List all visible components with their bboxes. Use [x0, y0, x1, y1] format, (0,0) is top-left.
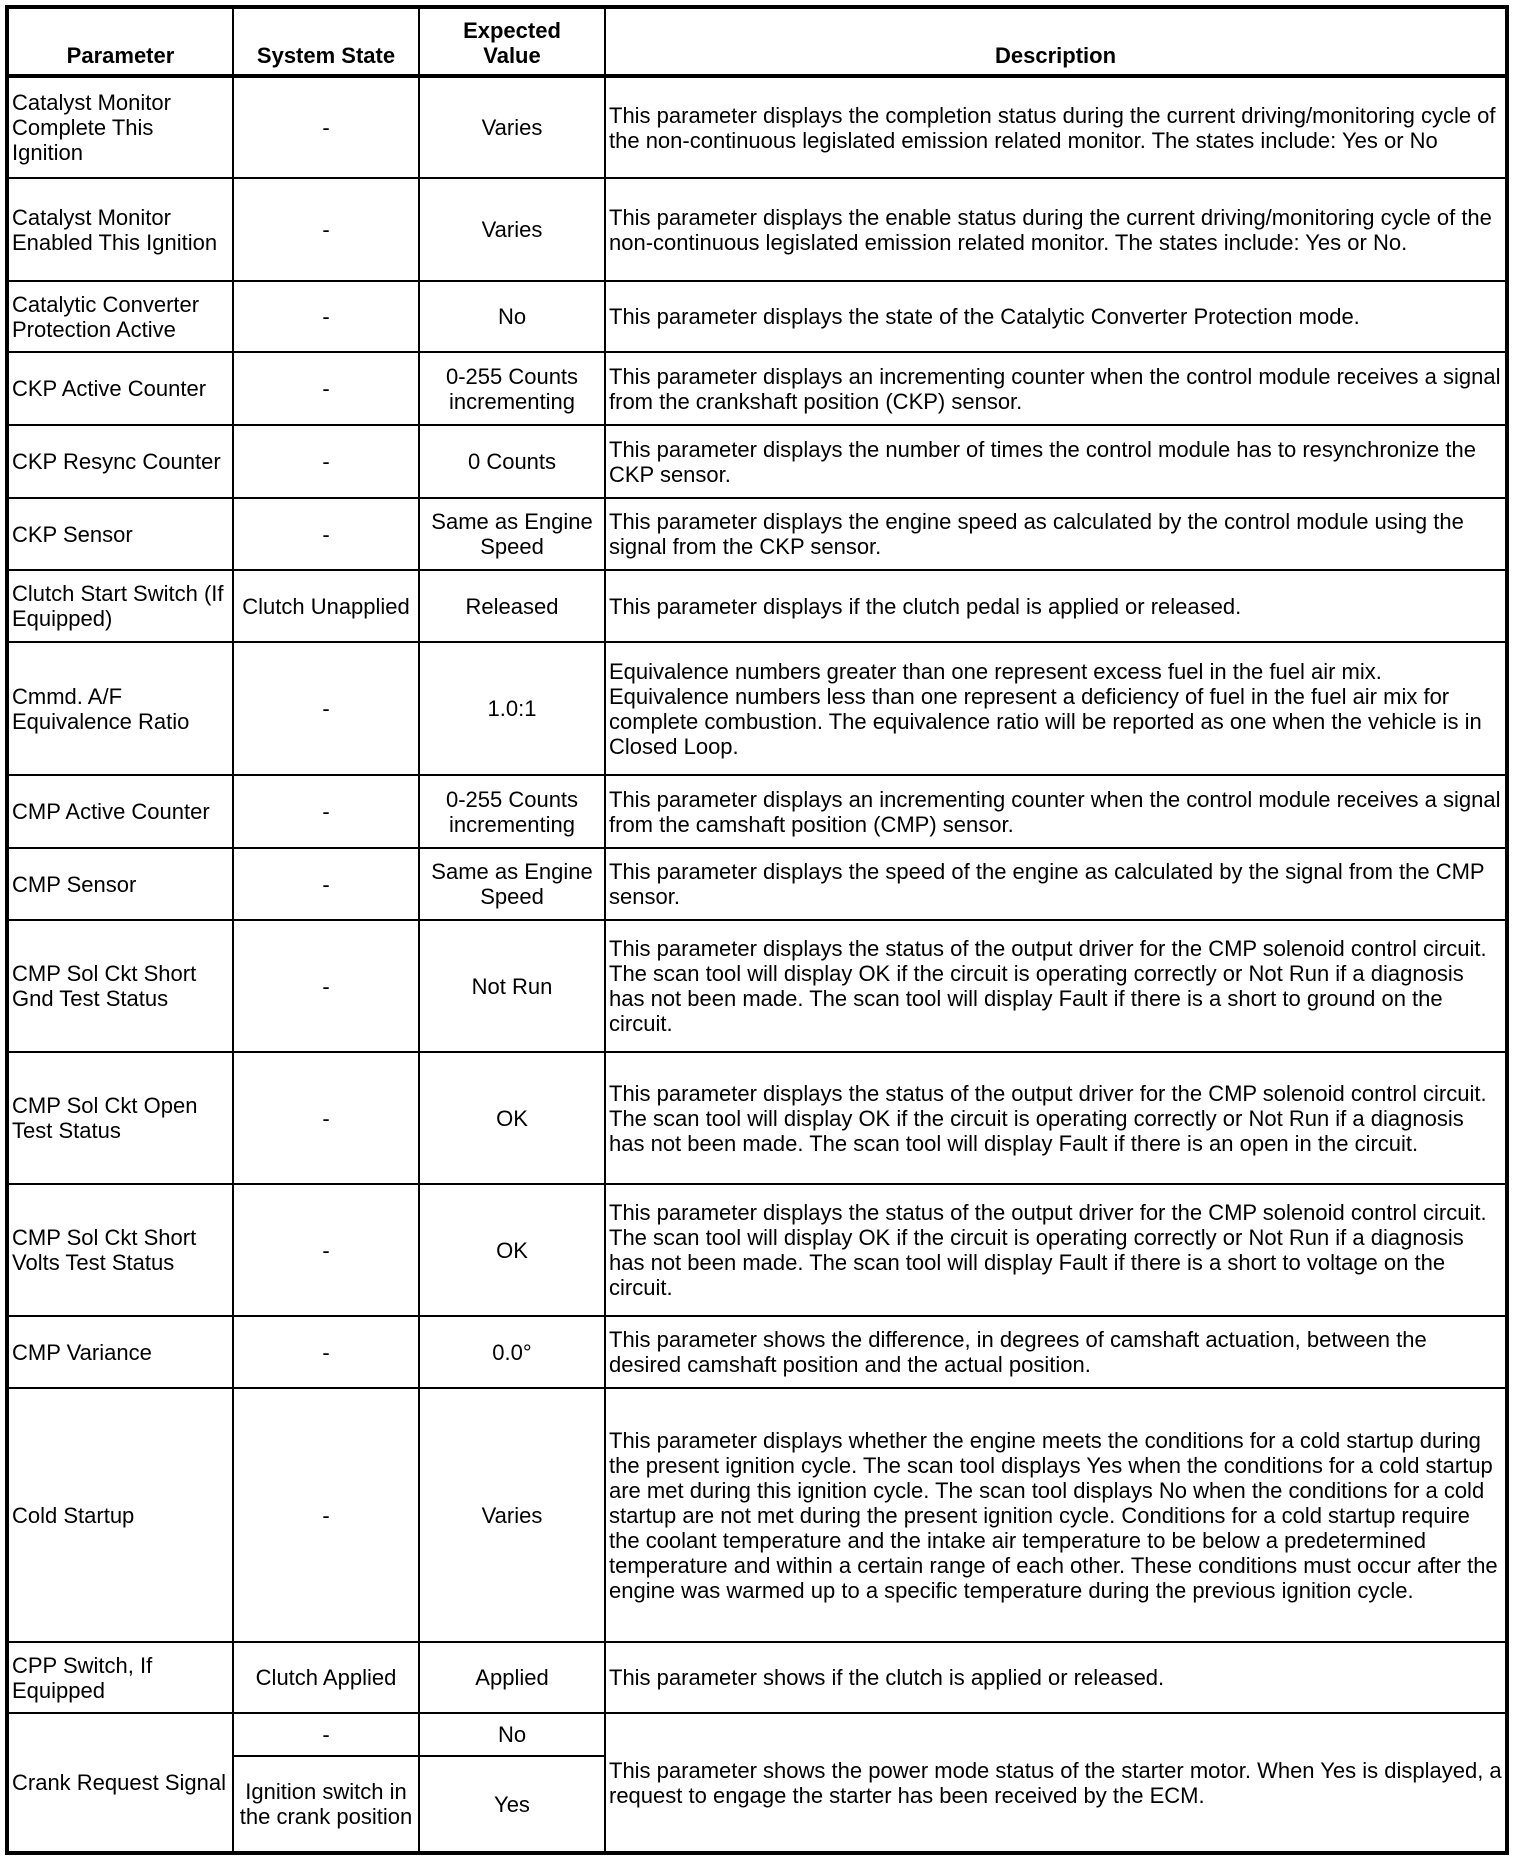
header-row [7, 7, 1507, 76]
parameter-cell: CMP Sol Ckt Short Volts Test Status [7, 1184, 233, 1316]
system-state-cell: - [233, 281, 419, 352]
parameter-cell: Catalytic Converter Protection Active [7, 281, 233, 352]
parameter-cell: Cmmd. A/F Equivalence Ratio [7, 642, 233, 775]
parameter-cell: CPP Switch, If Equipped [7, 1642, 233, 1713]
system-state-cell: Clutch Applied [233, 1642, 419, 1713]
table-row [7, 76, 1507, 178]
system-state-cell: - [233, 425, 419, 498]
table-row [7, 1184, 1507, 1316]
system-state-cell: - [233, 848, 419, 920]
system-state-cell: - [233, 1184, 419, 1316]
header-expected-value [419, 7, 605, 76]
description-cell: This parameter displays the state of the Catalytic Converter Protection mode. [605, 281, 1507, 352]
parameter-table [5, 5, 1509, 1855]
expected-value-cell: No [419, 281, 605, 352]
table-row [7, 1388, 1507, 1642]
table-row [7, 848, 1507, 920]
table-row [7, 920, 1507, 1052]
parameter-cell: CMP Active Counter [7, 775, 233, 848]
description-cell: This parameter shows the power mode status of the starter motor. When Yes is displayed, a request to engage the starter has been received by the ECM. [605, 1713, 1507, 1853]
system-state-cell: - [233, 178, 419, 281]
parameter-cell: CKP Active Counter [7, 352, 233, 425]
expected-value-cell: 0.0° [419, 1316, 605, 1388]
description-cell: This parameter displays the status of the output driver for the CMP solenoid control circuit. The scan tool will display OK if the circuit is operating correctly or Not Run if a diagnosis has not been made. The scan tool will display Fault if there is a short to ground on the circuit. [605, 920, 1507, 1052]
expected-value-cell: 1.0:1 [419, 642, 605, 775]
header-description: Description [605, 7, 1507, 76]
parameter-cell: CMP Sol Ckt Open Test Status [7, 1052, 233, 1184]
table-row [7, 642, 1507, 775]
description-cell: This parameter displays the enable status during the current driving/monitoring cycle of the non-continuous legislated emission related monitor. The states include: Yes or No. [605, 178, 1507, 281]
description-cell: This parameter displays an incrementing counter when the control module receives a signal from the crankshaft position (CKP) sensor. [605, 352, 1507, 425]
expected-value-cell: Same as Engine Speed [419, 498, 605, 570]
description-cell: This parameter displays the speed of the engine as calculated by the signal from the CMP sensor. [605, 848, 1507, 920]
table-row [7, 281, 1507, 352]
parameter-cell: CKP Sensor [7, 498, 233, 570]
expected-value-cell: OK [419, 1052, 605, 1184]
parameter-cell: Catalyst Monitor Complete This Ignition [7, 76, 233, 178]
expected-value-cell: Applied [419, 1642, 605, 1713]
expected-value-cell: OK [419, 1184, 605, 1316]
table-row [7, 352, 1507, 425]
description-cell: This parameter displays an incrementing counter when the control module receives a signal from the camshaft position (CMP) sensor. [605, 775, 1507, 848]
system-state-cell: - [233, 775, 419, 848]
system-state-cell: - [233, 352, 419, 425]
expected-value-cell: Varies [419, 76, 605, 178]
expected-value-cell: Yes [419, 1756, 605, 1853]
table-row [7, 1052, 1507, 1184]
system-state-cell: Ignition switch in the crank position [233, 1756, 419, 1853]
table-row [7, 425, 1507, 498]
parameter-cell: CMP Sensor [7, 848, 233, 920]
system-state-cell: - [233, 76, 419, 178]
system-state-cell: - [233, 498, 419, 570]
header-expected-value-text: Expected Value [463, 18, 561, 68]
description-cell: Equivalence numbers greater than one represent excess fuel in the fuel air mix. Equivalence numbers less than one represent a deficiency of fuel in the fuel air mix for complete combustion. The equivalence ratio will be reported as one when the vehicle is in Closed Loop. [605, 642, 1507, 775]
system-state-cell: - [233, 920, 419, 1052]
expected-value-cell: No [419, 1713, 605, 1756]
description-cell: This parameter displays if the clutch pedal is applied or released. [605, 570, 1507, 642]
expected-value-cell: Not Run [419, 920, 605, 1052]
description-cell: This parameter displays the number of times the control module has to resynchronize the CKP sensor. [605, 425, 1507, 498]
description-cell: This parameter displays the engine speed as calculated by the control module using the signal from the CKP sensor. [605, 498, 1507, 570]
system-state-cell: - [233, 1388, 419, 1642]
parameter-cell: Cold Startup [7, 1388, 233, 1642]
parameter-cell: CMP Sol Ckt Short Gnd Test Status [7, 920, 233, 1052]
parameter-cell: Crank Request Signal [7, 1713, 233, 1853]
header-parameter: Parameter [7, 7, 233, 76]
description-cell: This parameter shows the difference, in degrees of camshaft actuation, between the desired camshaft position and the actual position. [605, 1316, 1507, 1388]
expected-value-cell: 0 Counts [419, 425, 605, 498]
expected-value-cell: 0-255 Counts incrementing [419, 775, 605, 848]
table-row [7, 178, 1507, 281]
system-state-cell: - [233, 1316, 419, 1388]
expected-value-cell: Released [419, 570, 605, 642]
description-cell: This parameter displays the status of the output driver for the CMP solenoid control circuit. The scan tool will display OK if the circuit is operating correctly or Not Run if a diagnosis has not been made. The scan tool will display Fault if there is an open in the circuit. [605, 1052, 1507, 1184]
table-row [7, 775, 1507, 848]
description-cell: This parameter shows if the clutch is applied or released. [605, 1642, 1507, 1713]
system-state-cell: Clutch Unapplied [233, 570, 419, 642]
table-row [7, 1316, 1507, 1388]
expected-value-cell: 0-255 Counts incrementing [419, 352, 605, 425]
expected-value-cell: Varies [419, 1388, 605, 1642]
header-system-state: System State [233, 7, 419, 76]
table-row [7, 498, 1507, 570]
parameter-cell: CMP Variance [7, 1316, 233, 1388]
parameter-cell: Catalyst Monitor Enabled This Ignition [7, 178, 233, 281]
system-state-cell: - [233, 1713, 419, 1756]
parameter-cell: CKP Resync Counter [7, 425, 233, 498]
parameter-cell: Clutch Start Switch (If Equipped) [7, 570, 233, 642]
table-row [7, 1642, 1507, 1713]
description-cell: This parameter displays the completion status during the current driving/monitoring cycle of the non-continuous legislated emission related monitor. The states include: Yes or No [605, 76, 1507, 178]
expected-value-cell: Varies [419, 178, 605, 281]
table-row-crank-request [7, 1713, 1507, 1756]
description-cell: This parameter displays the status of the output driver for the CMP solenoid control circuit. The scan tool will display OK if the circuit is operating correctly or Not Run if a diagnosis has not been made. The scan tool will display Fault if there is a short to voltage on the circuit. [605, 1184, 1507, 1316]
system-state-cell: - [233, 642, 419, 775]
description-cell: This parameter displays whether the engine meets the conditions for a cold startup during the present ignition cycle. The scan tool displays Yes when the conditions for a cold startup are met during this ignition cycle. The scan tool displays No when the conditions for a cold startup are not met during the present ignition cycle. Conditions for a cold startup require the coolant temperature and the intake air temperature to be below a predetermined temperature and within a certain range of each other. These conditions must occur after the engine was warmed up to a specific temperature during the previous ignition cycle. [605, 1388, 1507, 1642]
table-row [7, 570, 1507, 642]
expected-value-cell: Same as Engine Speed [419, 848, 605, 920]
system-state-cell: - [233, 1052, 419, 1184]
